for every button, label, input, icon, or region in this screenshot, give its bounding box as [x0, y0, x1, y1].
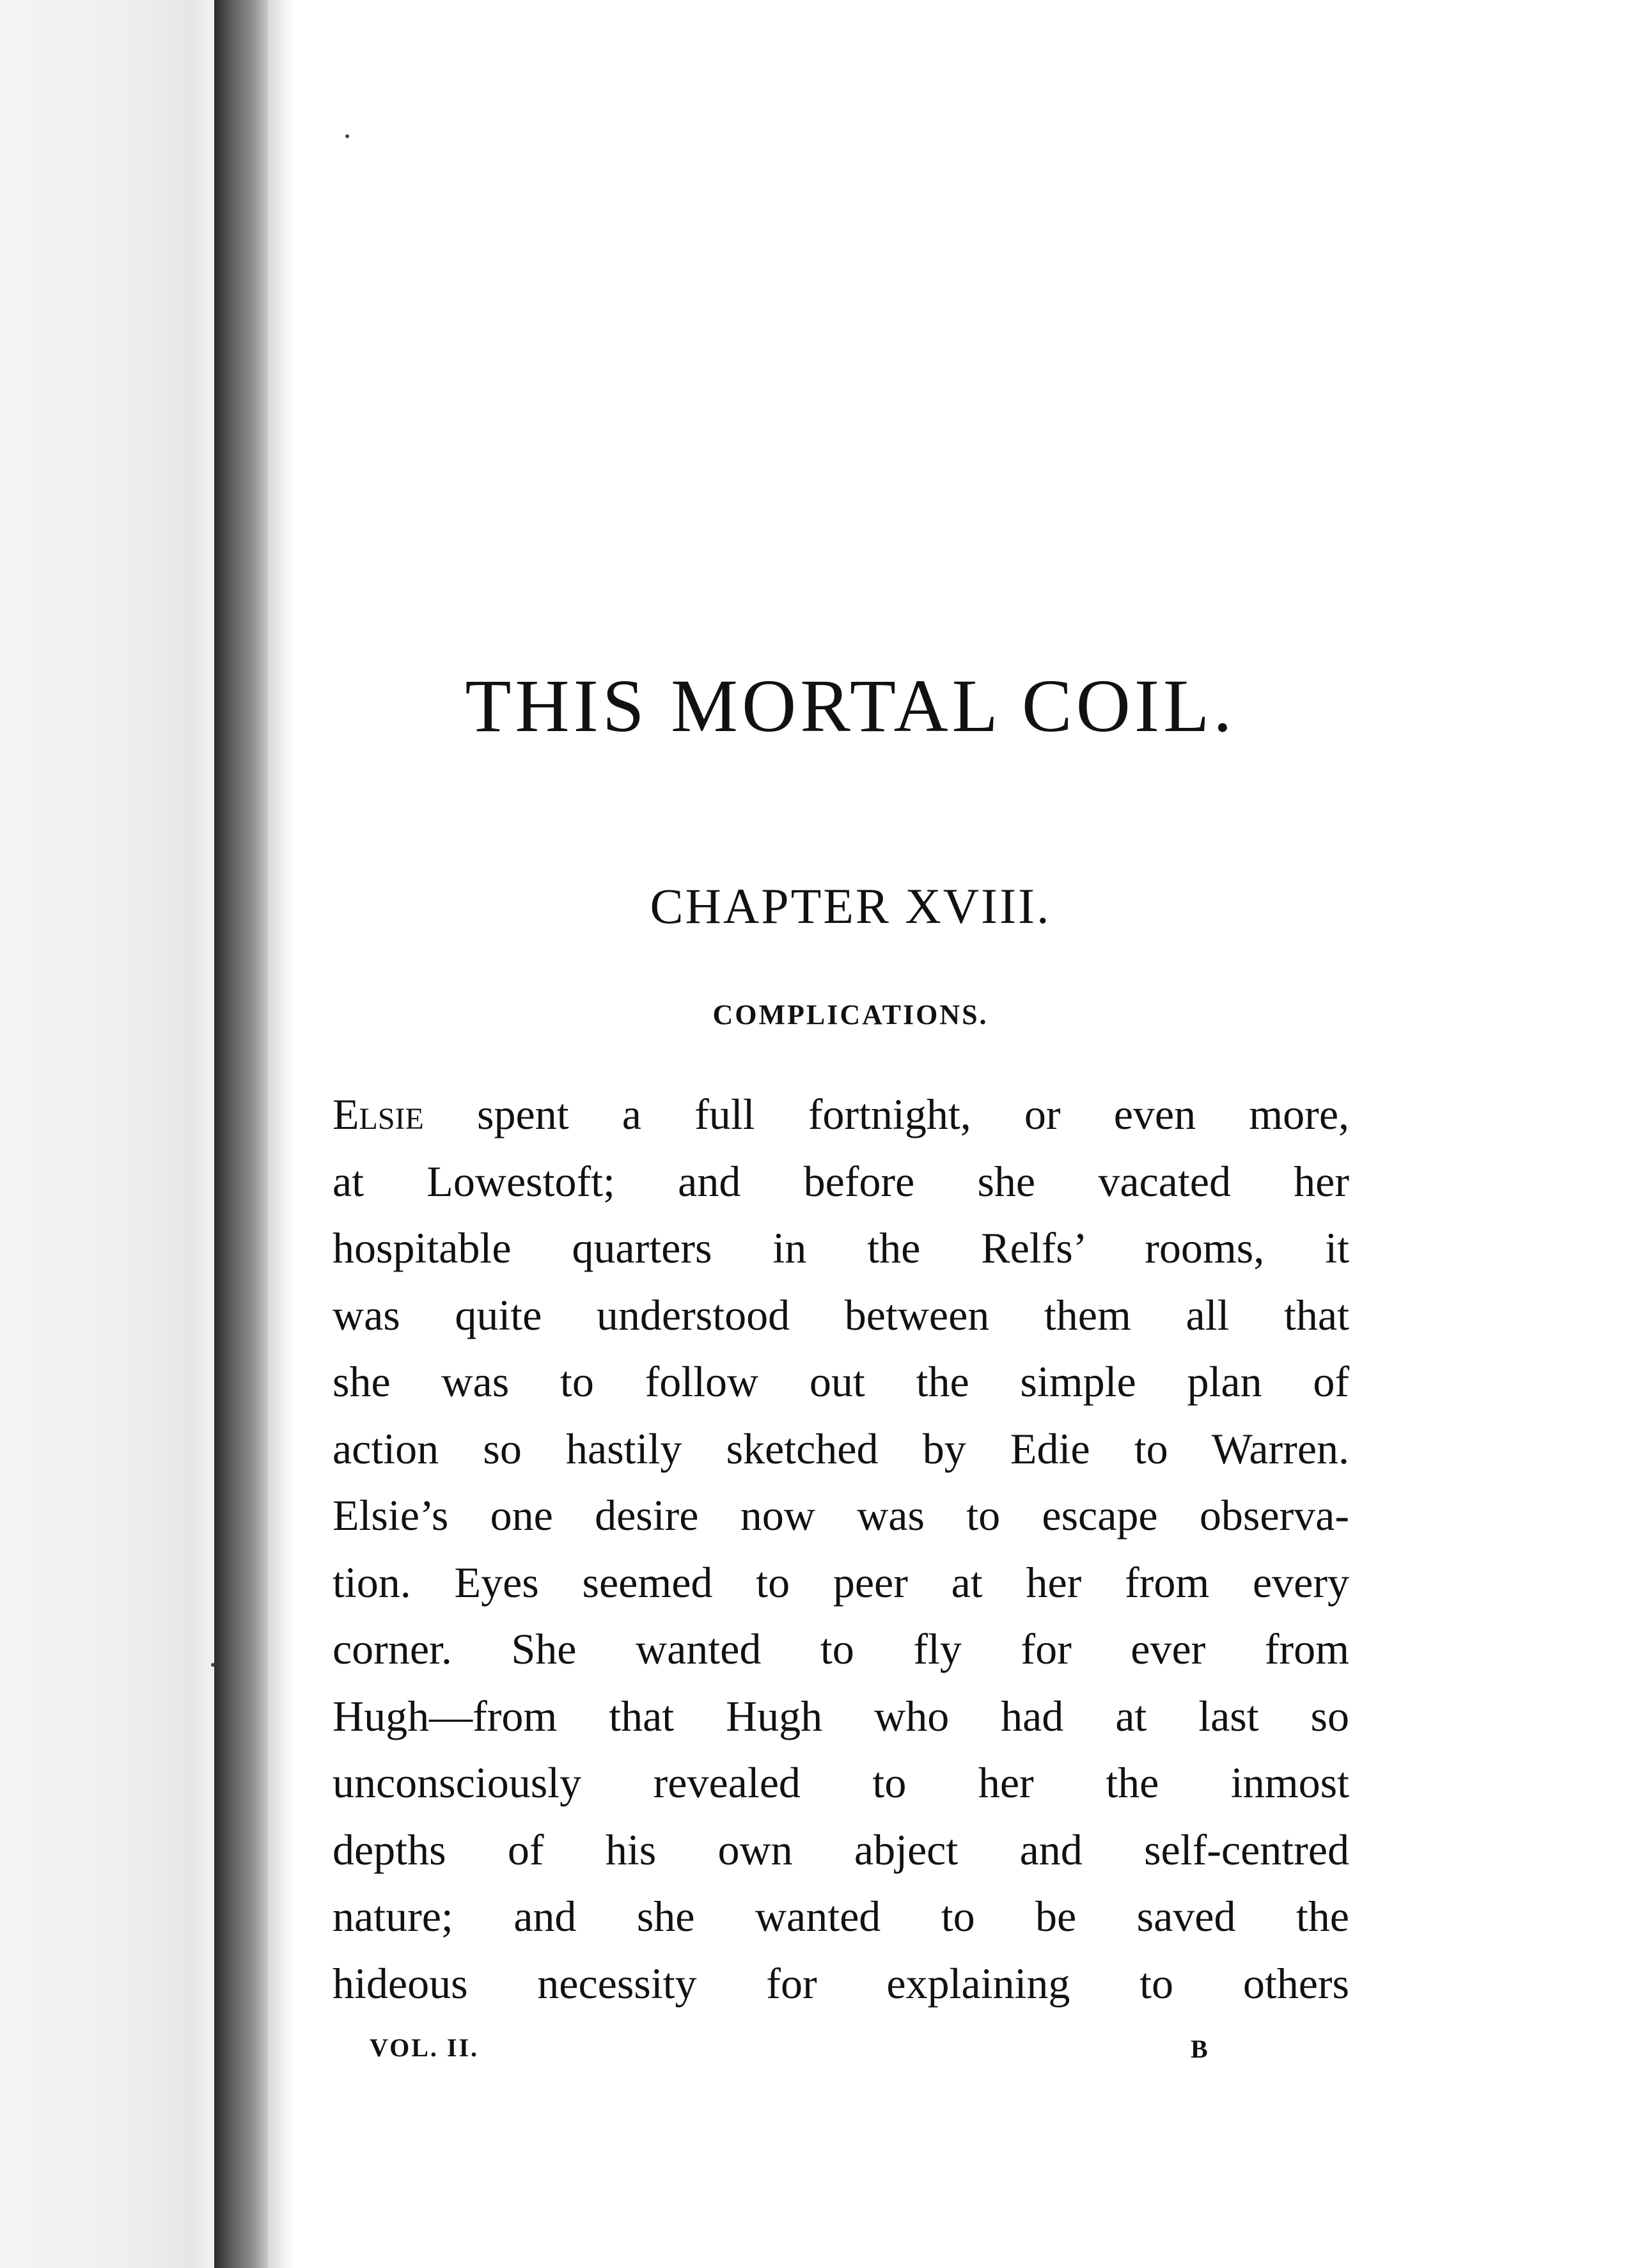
scan-speck	[211, 1663, 215, 1667]
scan-speck	[221, 1234, 224, 1238]
text-line: Hugh—from that Hugh who had at last so	[333, 1691, 1349, 1740]
text-line: nature; and she wanted to be saved the	[333, 1892, 1349, 1941]
first-word: Elsie	[333, 1090, 424, 1138]
text-line: corner. She wanted to fly for ever from	[333, 1625, 1349, 1673]
text-line: unconsciously revealed to her the inmost	[333, 1758, 1349, 1807]
body-text	[333, 1081, 1349, 2017]
chapter-heading: CHAPTER XVIII.	[650, 878, 1051, 934]
text-line: was quite understood between them all that	[333, 1290, 1349, 1339]
binding-gutter	[214, 0, 268, 2268]
text-line: depths of his own abject and self-centred	[333, 1825, 1349, 1874]
text-line: action so hastily sketched by Edie to Warren.	[333, 1424, 1349, 1473]
footer-signature: B	[1191, 2035, 1208, 2063]
footer-volume: VOL. II.	[370, 2033, 480, 2062]
text-line: tion. Eyes seemed to peer at her from every	[333, 1557, 1349, 1607]
text-line	[333, 1081, 1349, 1148]
text-line: hospitable quarters in the Relfs’ rooms, it	[333, 1224, 1349, 1272]
running-title: THIS MORTAL COIL.	[465, 664, 1236, 748]
page-edge	[0, 0, 214, 2268]
scan-speck	[345, 134, 349, 138]
text-line: she was to follow out the simple plan of	[333, 1357, 1349, 1406]
text-line-content: spent a full fortnight, or even more,	[423, 1090, 1349, 1138]
gutter-shadow	[268, 0, 294, 2268]
text-line: at Lowestoft; and before she vacated her	[333, 1156, 1349, 1206]
text-line: Elsie’s one desire now was to escape observa-	[333, 1491, 1349, 1540]
chapter-subtitle: COMPLICATIONS.	[712, 999, 989, 1030]
text-line: hideous necessity for explaining to others	[333, 1958, 1349, 2008]
